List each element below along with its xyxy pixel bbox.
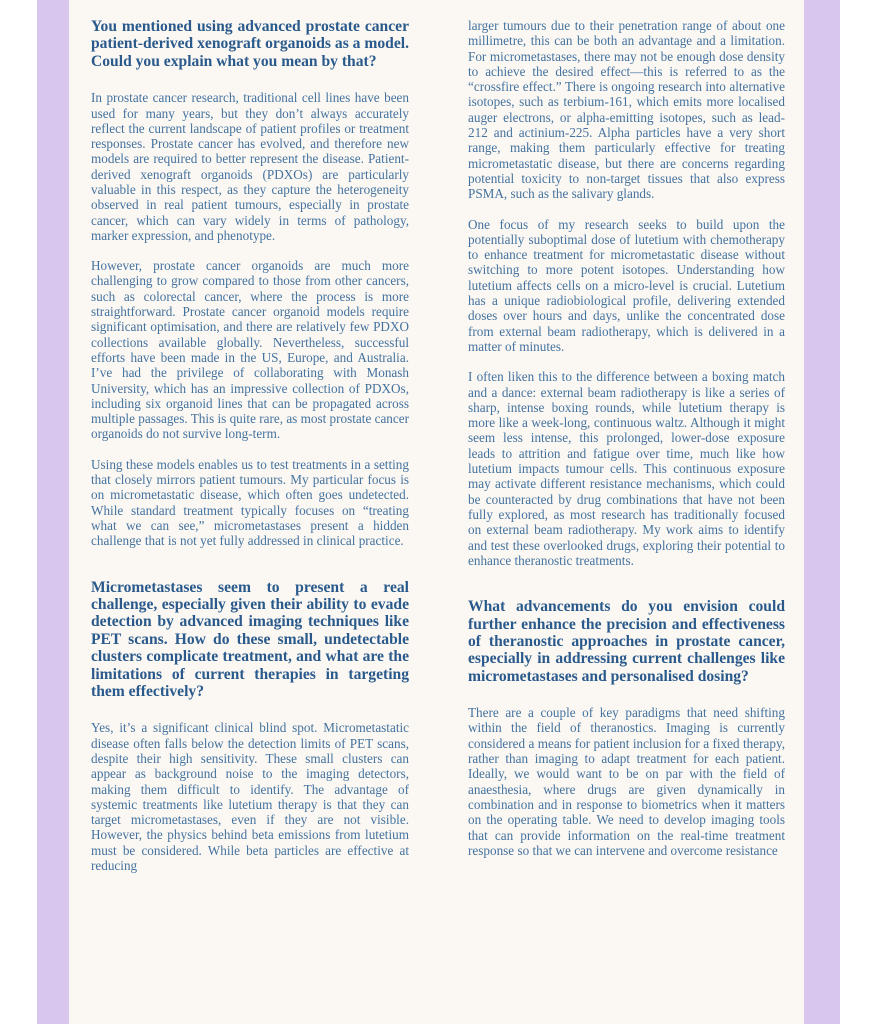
- answer-paragraph: larger tumours due to their penetration range of about one millimetre, this can be both an advantage and a limitation. For micrometastases, there may not be enough dose density to achieve the desired effect—this is referred to as the “crossfire effect.” There is ongoing research into alternative isotopes, such as terbium-161, which emits more localised auger electrons, or alpha-emitting isotopes, such as lead-212 and actinium-225. Alpha particles have a very short range, making them particularly effective for treating micrometastatic disease, but there are concerns regarding potential toxicity to non-target tissues that also express PSMA, such as the salivary glands.: [468, 18, 785, 202]
- outer-margin-left: [0, 0, 37, 1024]
- answer-paragraph: Using these models enables us to test treatments in a setting that closely mirrors patient tumours. My particular focus is on micrometastatic disease, which often goes undetected. While standard treatment typically focuses on “treating what we can see,” micrometastases present a hidden challenge that is not yet fully addressed in clinical practice.: [91, 456, 409, 549]
- answer-paragraph: There are a couple of key paradigms that need shifting within the field of theranostics. Imaging is currently considered a means for patient inclusion for a fixed therapy, rather than imaging to adapt treatment for each patient. Ideally, we would want to be on par with the field of anaesthesia, where drugs are given dynamically in combination and in response to biometrics when it matters on the operating table. We need to develop imaging tools that can provide information on the real-time treatment response so that we can intervene and overcome resistance: [468, 705, 785, 858]
- answer-paragraph: Yes, it’s a significant clinical blind spot. Micrometastatic disease often falls below the detection limits of PET scans, despite their high sensitivity. These small clusters can appear as background noise to the imaging detectors, making them difficult to identify. The advantage of systemic treatments like lutetium therapy is that they can target micrometastases, even if they are not visible. However, the physics behind beta emissions from lutetium must be considered. While beta particles are effective at reducing: [91, 720, 409, 874]
- question-heading-micrometastases: Micrometastases seem to present a real challenge, especially given their ability to evade detection by advanced imaging techniques like PET scans. How do these small, undetectable clusters complicate treatment, and what are the limitations of current therapies in targeting them effectively?: [91, 578, 409, 700]
- answer-paragraph: In prostate cancer research, traditional cell lines have been used for many years, but they don’t always accurately reflect the current landscape of patient profiles or treatment responses. Prostate cancer has evolved, and therefore new models are required to better represent the disease. Patient-derived xenograft organoids (PDXOs) are particularly valuable in this respect, as they capture the heterogeneity observed in real patient tumours, especially in prostate cancer, which can vary widely in terms of pathology, marker expression, and phenotype.: [91, 90, 409, 243]
- answer-paragraph: However, prostate cancer organoids are much more challenging to grow compared to those from other cancers, such as colorectal cancer, where the process is more straightforward. Prostate cancer organoid models require significant optimisation, and there are relatively few PDXO collections available globally. Nevertheless, successful efforts have been made in the US, Europe, and Australia. I’ve had the privilege of collaborating with Monash University, which has an impressive collection of PDXOs, including six organoid lines that can be propagated across multiple passages. This is quite rare, as most prostate cancer organoids do not survive long-term.: [91, 258, 410, 442]
- article-page: [69, 0, 804, 1024]
- right-column: [468, 18, 785, 858]
- question-heading-organoids: You mentioned using advanced prostate cancer patient-derived xenograft organoids as a model. Could you explain what you mean by that?: [91, 18, 409, 70]
- side-band-left: [37, 0, 69, 1024]
- answer-paragraph: One focus of my research seeks to build upon the potentially suboptimal dose of lutetium with chemotherapy to enhance treatment for micrometastatic disease without switching to more potent isotopes. Understanding how lutetium affects cells on a micro-level is crucial. Lutetium has a unique radiobiological profile, delivering extended doses over hours and days, unlike the concentrated dose from external beam radiotherapy, which is delivered in a matter of minutes.: [468, 216, 785, 354]
- side-band-right: [804, 0, 840, 1024]
- outer-margin-right: [840, 0, 877, 1024]
- answer-paragraph: I often liken this to the difference between a boxing match and a dance: external beam radiotherapy is like a series of sharp, intense boxing rounds, while lutetium therapy is more like a week-long, continuous waltz. Although it might seem less intense, this prolonged, lower-dose exposure leads to attrition and fatigue over time, much like how lutetium impacts tumour cells. This continuous exposure may activate different resistance mechanisms, which could be counteracted by drug combinations that have not been fully explored, as most research has traditionally focused on external beam radiotherapy. My work aims to identify and test these overlooked drugs, exploring their potential to enhance theranostic treatments.: [468, 369, 785, 568]
- left-column: [91, 18, 409, 873]
- question-heading-advancements: What advancements do you envision could further enhance the precision and effectiveness of theranostic approaches in prostate cancer, especially in addressing current challenges like micrometastases and personalised dosing?: [468, 598, 785, 685]
